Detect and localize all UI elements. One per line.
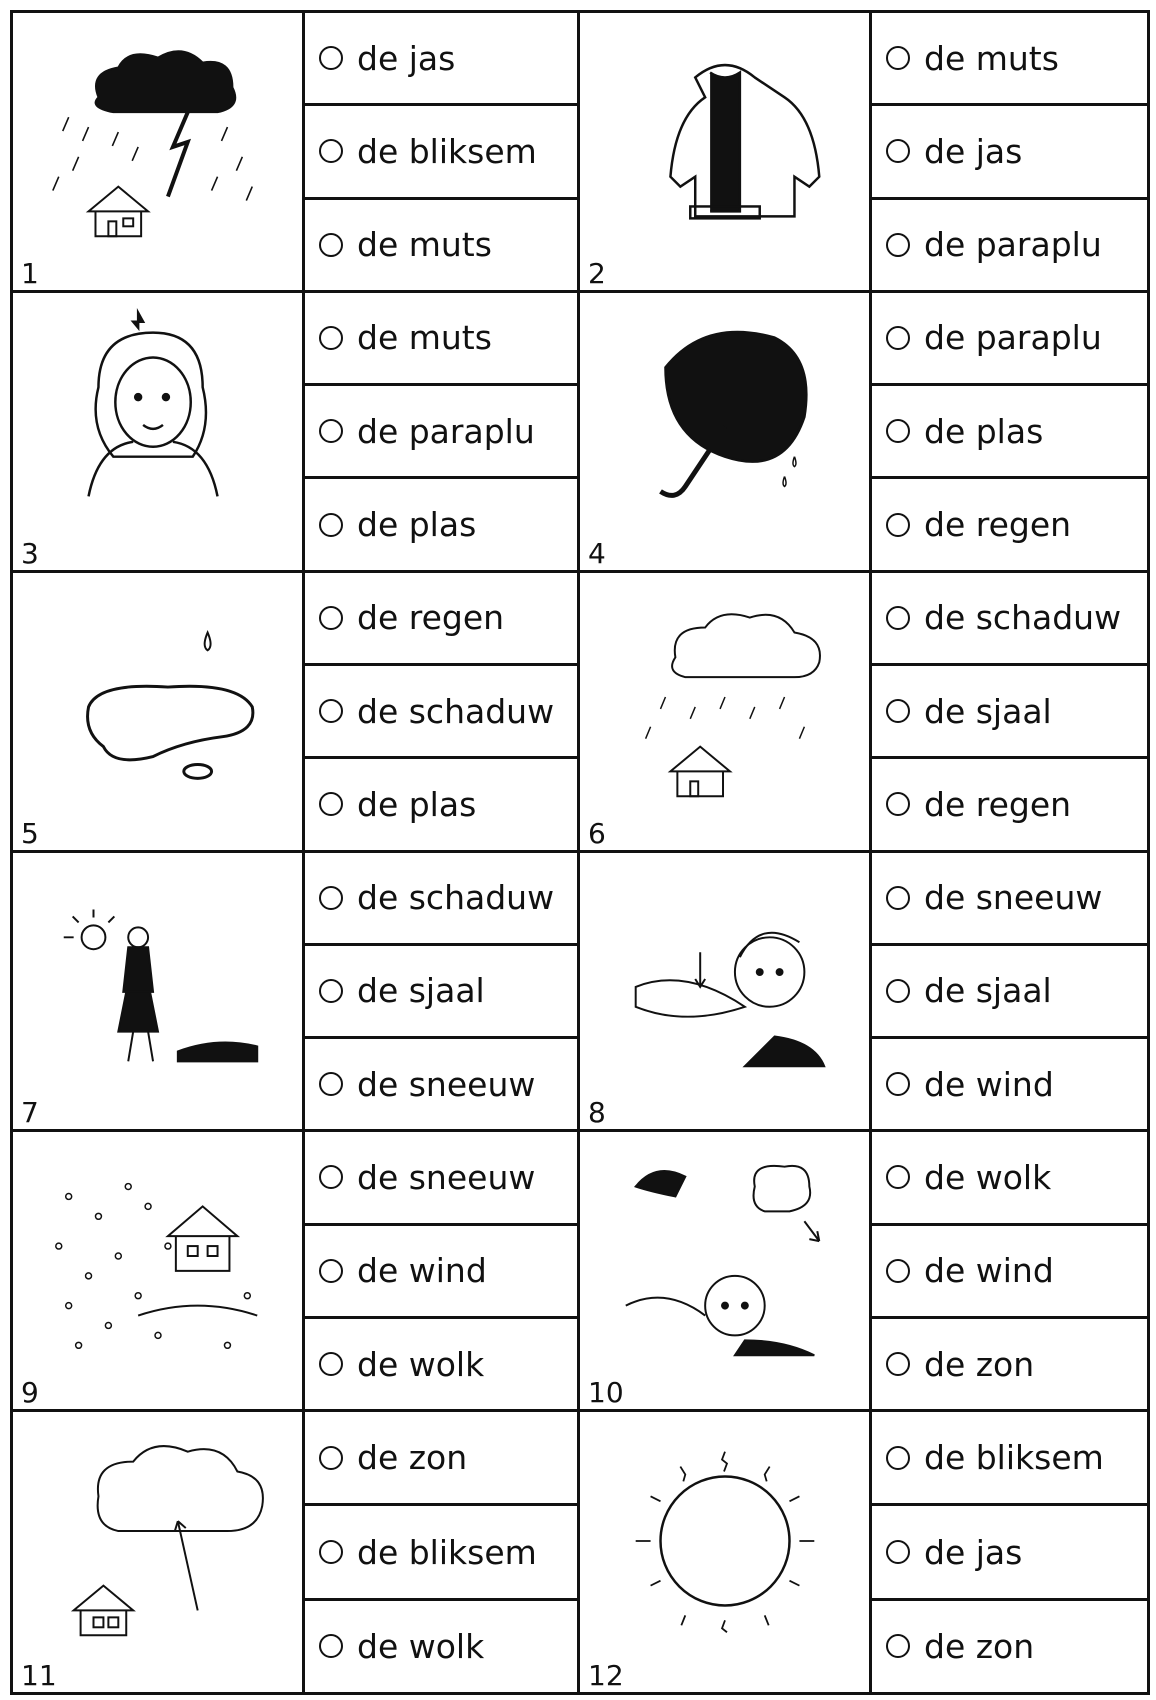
radio-button[interactable] xyxy=(886,886,910,910)
radio-button[interactable] xyxy=(319,1540,343,1564)
radio-button[interactable] xyxy=(319,46,343,70)
options xyxy=(305,1412,577,1692)
options xyxy=(305,573,577,850)
exercise-item xyxy=(13,1132,580,1412)
option-label: de plas xyxy=(357,784,477,824)
exercise-item xyxy=(13,853,580,1133)
options xyxy=(872,573,1147,850)
options xyxy=(305,293,577,570)
item-number: 11 xyxy=(21,1659,57,1692)
radio-button[interactable] xyxy=(886,699,910,723)
picture-cell xyxy=(580,1132,872,1409)
option-label: de wolk xyxy=(357,1344,485,1384)
option[interactable] xyxy=(872,759,1147,849)
option[interactable] xyxy=(872,1319,1147,1409)
radio-button[interactable] xyxy=(319,139,343,163)
option-label: de muts xyxy=(357,318,492,358)
exercise-item xyxy=(580,13,1147,293)
options xyxy=(305,1132,577,1409)
rain-cloud-icon xyxy=(596,587,854,807)
option-label: de muts xyxy=(924,38,1059,78)
option[interactable] xyxy=(872,106,1147,199)
option-label: de paraplu xyxy=(357,411,535,451)
option-label: de jas xyxy=(357,38,456,78)
item-number: 7 xyxy=(21,1096,39,1130)
options xyxy=(872,1412,1147,1692)
boy-with-scarf-icon xyxy=(596,867,854,1087)
radio-button[interactable] xyxy=(319,1634,343,1658)
option[interactable] xyxy=(872,479,1147,569)
item-number: 4 xyxy=(588,536,606,570)
radio-button[interactable] xyxy=(886,139,910,163)
radio-button[interactable] xyxy=(319,326,343,350)
option[interactable] xyxy=(305,293,577,386)
radio-button[interactable] xyxy=(886,606,910,630)
option[interactable] xyxy=(872,386,1147,479)
option[interactable] xyxy=(305,1039,577,1129)
radio-button[interactable] xyxy=(319,1352,343,1376)
picture-cell xyxy=(580,293,872,570)
cloud-house-icon xyxy=(29,1426,287,1646)
option[interactable] xyxy=(872,200,1147,290)
option[interactable] xyxy=(305,479,577,569)
radio-button[interactable] xyxy=(319,1259,343,1283)
radio-button[interactable] xyxy=(319,1165,343,1189)
option-label: de sjaal xyxy=(924,691,1052,731)
exercise-item xyxy=(13,293,580,573)
exercise-item xyxy=(580,853,1147,1133)
options xyxy=(872,853,1147,1130)
option-label: de regen xyxy=(357,598,505,638)
radio-button[interactable] xyxy=(886,513,910,537)
picture-cell xyxy=(580,1412,872,1692)
radio-button[interactable] xyxy=(319,699,343,723)
picture-cell xyxy=(580,573,872,850)
radio-button[interactable] xyxy=(886,1352,910,1376)
option[interactable] xyxy=(305,759,577,849)
option[interactable] xyxy=(872,1226,1147,1319)
option[interactable] xyxy=(872,1601,1147,1692)
option[interactable] xyxy=(305,1226,577,1319)
radio-button[interactable] xyxy=(886,326,910,350)
option[interactable] xyxy=(872,13,1147,106)
radio-button[interactable] xyxy=(886,1634,910,1658)
option[interactable] xyxy=(872,293,1147,386)
option-label: de bliksem xyxy=(924,1438,1104,1478)
options xyxy=(305,13,577,290)
option-label: de wolk xyxy=(357,1626,485,1666)
option[interactable] xyxy=(305,1319,577,1409)
option-label: de sjaal xyxy=(924,971,1052,1011)
radio-button[interactable] xyxy=(319,1072,343,1096)
option[interactable] xyxy=(872,946,1147,1039)
snow-house-icon xyxy=(29,1146,287,1366)
radio-button[interactable] xyxy=(319,979,343,1003)
option-label: de sneeuw xyxy=(357,1157,536,1197)
radio-button[interactable] xyxy=(886,979,910,1003)
option[interactable] xyxy=(305,1132,577,1225)
radio-button[interactable] xyxy=(319,792,343,816)
radio-button[interactable] xyxy=(886,1165,910,1189)
option[interactable] xyxy=(305,1601,577,1692)
option-label: de schaduw xyxy=(924,598,1122,638)
puddle-icon xyxy=(29,587,287,807)
picture-cell xyxy=(13,1412,305,1692)
radio-button[interactable] xyxy=(886,233,910,257)
worksheet-grid xyxy=(10,10,1150,1695)
item-number: 2 xyxy=(588,256,606,290)
option-label: de bliksem xyxy=(357,1532,537,1572)
option-label: de schaduw xyxy=(357,878,555,918)
option[interactable] xyxy=(872,1506,1147,1600)
exercise-item xyxy=(580,573,1147,853)
radio-button[interactable] xyxy=(319,419,343,443)
option-label: de sjaal xyxy=(357,971,485,1011)
option[interactable] xyxy=(872,573,1147,666)
item-number: 10 xyxy=(588,1376,624,1410)
radio-button[interactable] xyxy=(886,1259,910,1283)
option[interactable] xyxy=(872,666,1147,759)
radio-button[interactable] xyxy=(319,1446,343,1470)
picture-cell xyxy=(13,293,305,570)
option-label: de wind xyxy=(924,1064,1054,1104)
option-label: de muts xyxy=(357,225,492,265)
item-number: 5 xyxy=(21,816,39,850)
option[interactable] xyxy=(872,1412,1147,1506)
jacket-icon xyxy=(596,27,854,247)
option[interactable] xyxy=(305,386,577,479)
option-label: de zon xyxy=(924,1626,1035,1666)
option-label: de wind xyxy=(924,1251,1054,1291)
radio-button[interactable] xyxy=(319,233,343,257)
option[interactable] xyxy=(305,946,577,1039)
picture-cell xyxy=(580,13,872,290)
option[interactable] xyxy=(872,1132,1147,1225)
option-label: de regen xyxy=(924,784,1072,824)
umbrella-icon xyxy=(596,307,854,527)
radio-button[interactable] xyxy=(886,419,910,443)
option-label: de sneeuw xyxy=(924,878,1103,918)
picture-cell xyxy=(13,1132,305,1409)
radio-button[interactable] xyxy=(886,1072,910,1096)
exercise-item xyxy=(580,1132,1147,1412)
option[interactable] xyxy=(305,200,577,290)
item-number: 6 xyxy=(588,816,606,850)
exercise-item xyxy=(13,13,580,293)
sun-icon xyxy=(596,1426,854,1646)
radio-button[interactable] xyxy=(886,792,910,816)
item-number: 9 xyxy=(21,1376,39,1410)
option-label: de jas xyxy=(924,131,1023,171)
radio-button[interactable] xyxy=(319,606,343,630)
option[interactable] xyxy=(305,666,577,759)
option-label: de sneeuw xyxy=(357,1064,536,1104)
picture-cell xyxy=(580,853,872,1130)
option[interactable] xyxy=(305,1412,577,1506)
item-number: 1 xyxy=(21,256,39,290)
girl-shadow-icon xyxy=(29,867,287,1087)
option-label: de paraplu xyxy=(924,318,1102,358)
option[interactable] xyxy=(305,1506,577,1600)
thunderstorm-icon xyxy=(29,27,287,247)
item-number: 12 xyxy=(588,1659,624,1692)
radio-button[interactable] xyxy=(319,886,343,910)
picture-cell xyxy=(13,853,305,1130)
exercise-item xyxy=(13,1412,580,1692)
option[interactable] xyxy=(872,853,1147,946)
option-label: de paraplu xyxy=(924,225,1102,265)
option-label: de wolk xyxy=(924,1157,1052,1197)
radio-button[interactable] xyxy=(319,513,343,537)
radio-button[interactable] xyxy=(886,46,910,70)
exercise-item xyxy=(580,1412,1147,1692)
radio-button[interactable] xyxy=(886,1540,910,1564)
option-label: de zon xyxy=(924,1344,1035,1384)
option-label: de regen xyxy=(924,505,1072,545)
option[interactable] xyxy=(305,106,577,199)
option-label: de plas xyxy=(924,411,1044,451)
option-label: de bliksem xyxy=(357,131,537,171)
exercise-item xyxy=(13,573,580,853)
windy-boy-icon xyxy=(596,1146,854,1366)
option-label: de plas xyxy=(357,505,477,545)
option[interactable] xyxy=(305,573,577,666)
options xyxy=(872,1132,1147,1409)
item-number: 3 xyxy=(21,536,39,570)
option[interactable] xyxy=(305,13,577,106)
picture-cell xyxy=(13,573,305,850)
girl-with-hat-icon xyxy=(29,307,287,527)
option[interactable] xyxy=(305,853,577,946)
options xyxy=(872,293,1147,570)
options xyxy=(305,853,577,1130)
option-label: de zon xyxy=(357,1438,468,1478)
option-label: de schaduw xyxy=(357,691,555,731)
picture-cell xyxy=(13,13,305,290)
item-number: 8 xyxy=(588,1096,606,1130)
radio-button[interactable] xyxy=(886,1446,910,1470)
option[interactable] xyxy=(872,1039,1147,1129)
exercise-item xyxy=(580,293,1147,573)
options xyxy=(872,13,1147,290)
option-label: de jas xyxy=(924,1532,1023,1572)
option-label: de wind xyxy=(357,1251,487,1291)
